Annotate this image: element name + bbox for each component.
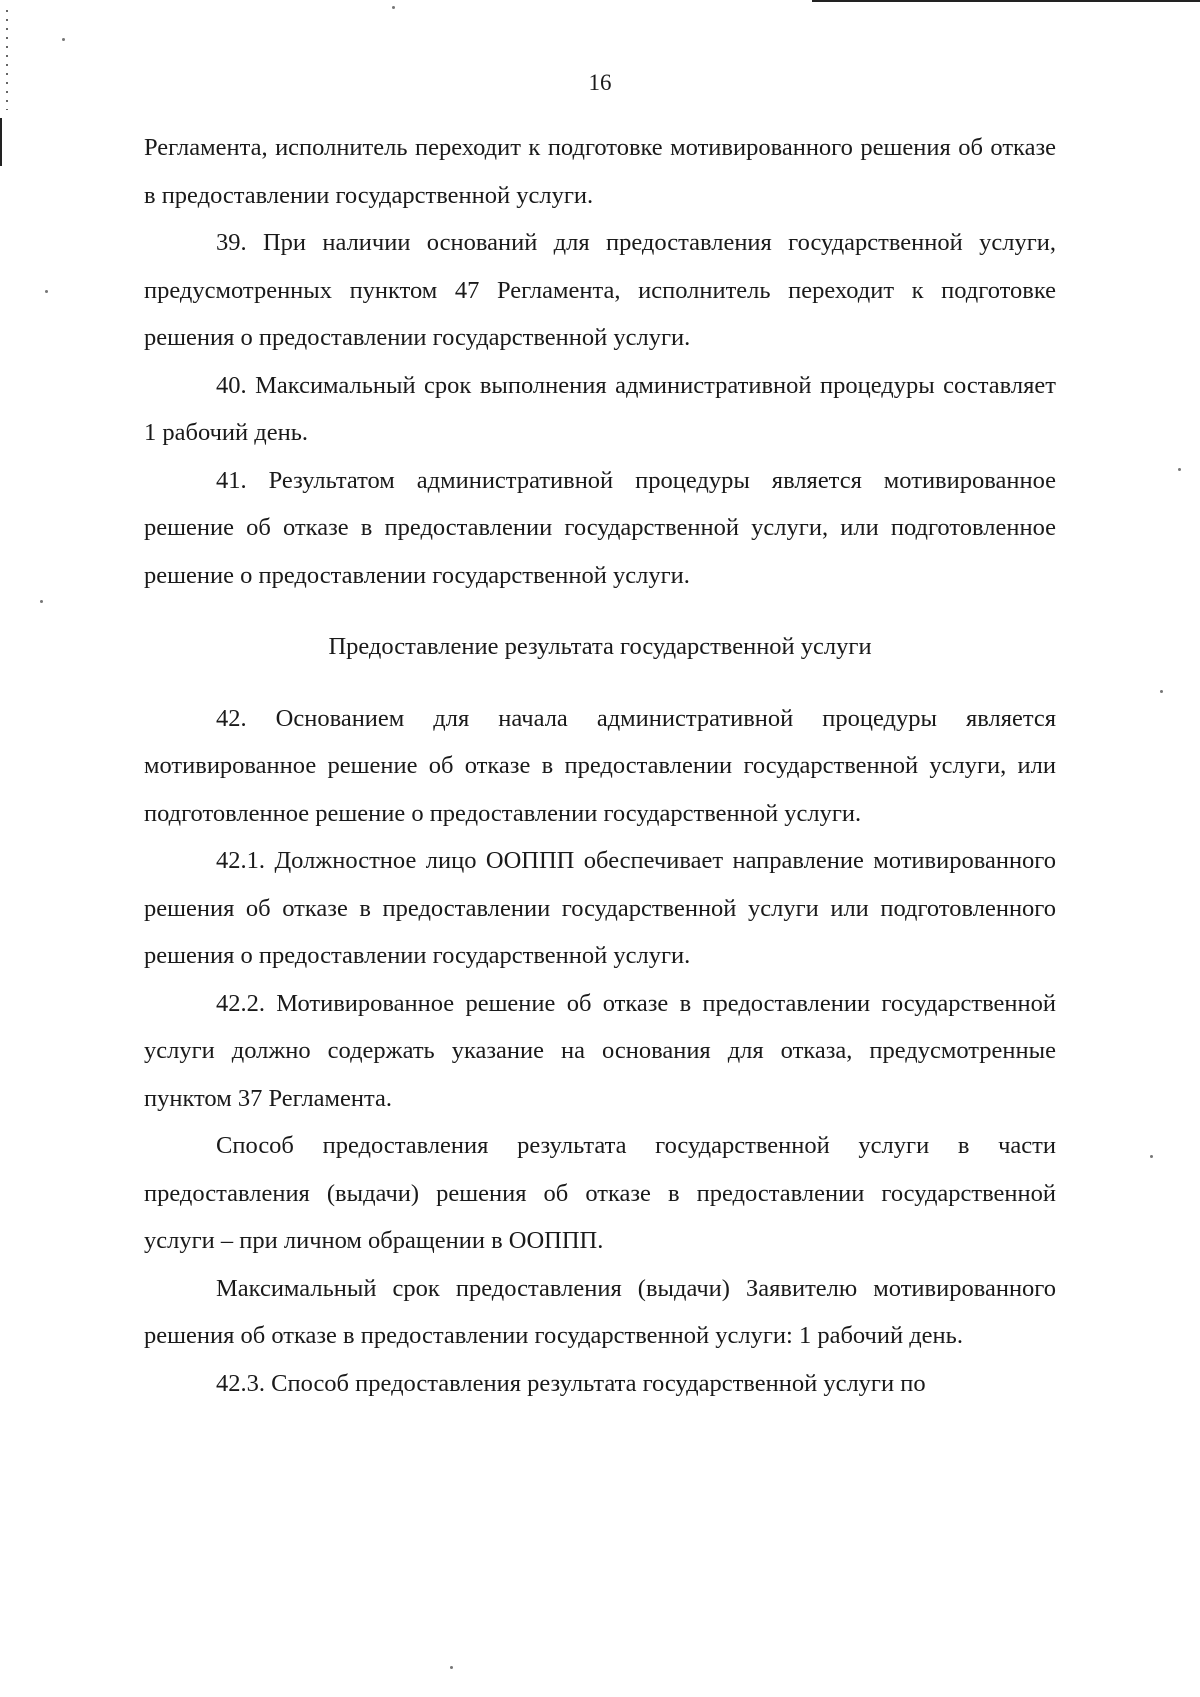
scan-edge-mark <box>0 118 2 166</box>
section-heading: Предоставление результата государственной услуги <box>328 633 872 660</box>
scan-speck <box>1160 690 1163 693</box>
page-number: 16 <box>588 70 612 95</box>
scan-edge-line <box>812 0 1200 2</box>
paragraph-41: 41. Результатом административной процедуры является мотивированное решение об отказе в предоставлении государственной услуги, или подготовленное решение о предоставлении государственной услуги. <box>144 466 1056 589</box>
paragraph-42-3: 42.3. Способ предоставления результата государственной услуги по <box>216 1369 926 1397</box>
scan-speck <box>392 6 395 9</box>
paragraph-max-term: Максимальный срок предоставления (выдачи) Заявителю мотивированного решения об отказе в предоставлении государственной услуги: 1 рабочий день. <box>144 1274 1056 1349</box>
paragraph-delivery-method: Способ предоставления результата государственной услуги в части предоставления (выдачи) решения об отказе в предоставлении государственной услуги – при личном обращении в ООППП. <box>144 1132 1056 1254</box>
paragraph-42-2: 42.2. Мотивированное решение об отказе в предоставлении государственной услуги должно содержать указание на основания для отказа, предусмотренные пунктом 37 Регламента. <box>144 989 1056 1112</box>
paragraph-39: 39. При наличии оснований для предоставления государственной услуги, предусмотренных пунктом 47 Регламента, исполнитель переходит к подготовке решения о предоставлении государственной услуги. <box>144 229 1056 351</box>
scan-speck <box>62 38 65 41</box>
body-text <box>144 124 1056 1407</box>
paragraph-40: 40. Максимальный срок выполнения административной процедуры составляет 1 рабочий день. <box>144 371 1056 446</box>
scan-speck <box>1150 1155 1153 1158</box>
scan-speck <box>40 600 43 603</box>
paragraph-42: 42. Основанием для начала административной процедуры является мотивированное решение об отказе в предоставлении государственной услуги, или подготовленное решение о предоставлении государственной услуги. <box>144 704 1056 827</box>
paragraph-42-1: 42.1. Должностное лицо ООППП обеспечивает направление мотивированного решения об отказе в предоставлении государственной услуги или подготовленного решения о предоставлении государственной услуги. <box>144 847 1056 969</box>
scan-speck <box>45 290 48 293</box>
scan-speck <box>1178 468 1181 471</box>
paragraph: Регламента, исполнитель переходит к подготовке мотивированного решения об отказе в предоставлении государственной услуги. <box>144 134 1056 209</box>
scan-speck <box>450 1666 453 1669</box>
